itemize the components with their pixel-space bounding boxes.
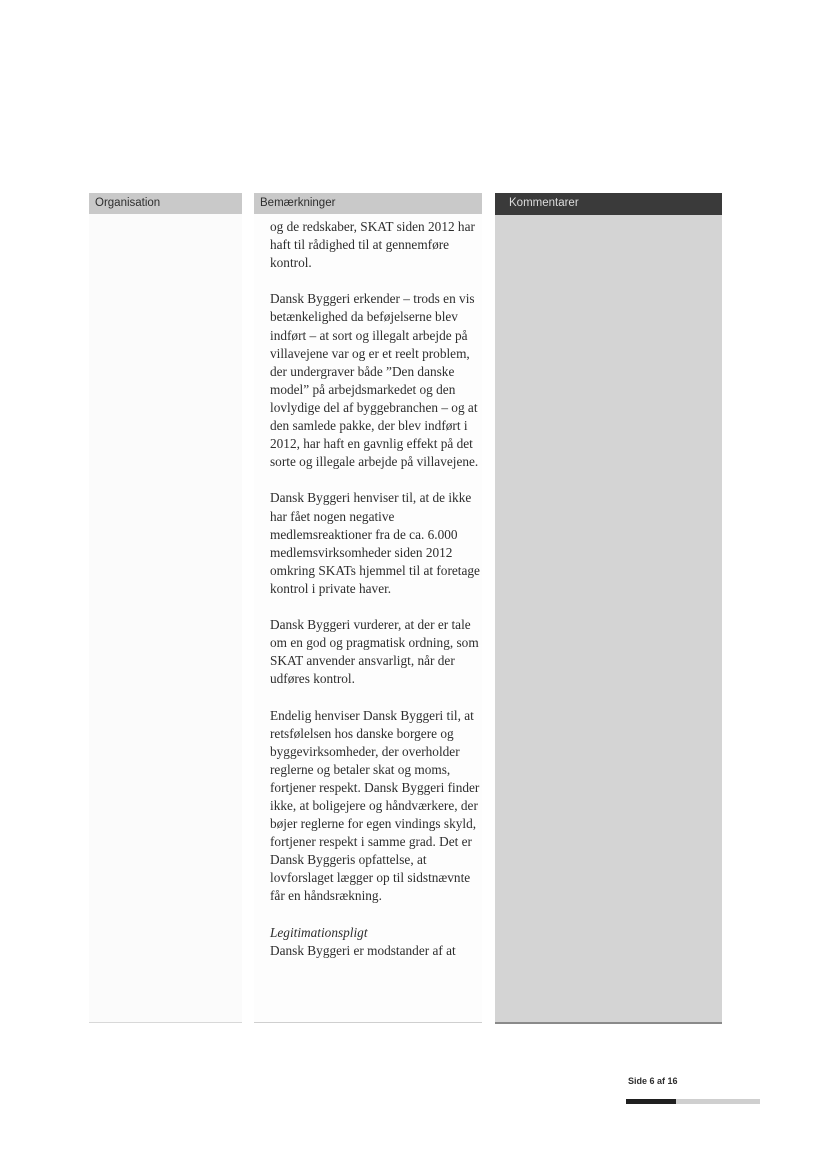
paragraph: Dansk Byggeri henviser til, at de ikke har fået nogen negative medlemsreaktioner fra de ca. 6.000 medlemsvirksomheder siden 2012 omkring SKATs hjemmel til at foretage kontrol i private haver. — [270, 490, 480, 596]
column-header-bemaerkninger: Bemærkninger — [254, 193, 482, 214]
bemaerkninger-text — [270, 218, 482, 960]
page-progress-bar — [626, 1099, 760, 1104]
column-header-organisation: Organisation — [89, 193, 242, 214]
page-number: Side 6 af 16 — [628, 1076, 678, 1086]
paragraph: Dansk Byggeri er modstander af at — [270, 942, 456, 958]
paragraph: og de redskaber, SKAT siden 2012 har haft til rådighed til at gennemføre kontrol. — [270, 219, 475, 271]
paragraph: Dansk Byggeri erkender – trods en vis betænkelighed da beføjelserne blev indført – at sort og illegalt arbejde på villavejene var og er et reelt problem, der undergraver både ”Den danske model” på arbejdsmarkedet og den lovlydige del af byggebranchen – og at den samlede pakke, der blev indført i 2012, har haft en gavnlig effekt på det sorte og illegale arbejde på villavejene. — [270, 291, 479, 470]
organisation-column — [89, 214, 242, 1023]
page-progress-fill — [626, 1099, 676, 1104]
column-header-kommentarer: Kommentarer — [495, 193, 722, 215]
paragraph: Endelig henviser Dansk Byggeri til, at retsfølelsen hos danske borgere og byggevirksomheder, der overholder reglerne og betaler skat og moms, fortjener respekt. Dansk Byggeri finder ikke, at boligejere og håndværkere, der bøjer reglerne for egen vindings skyld, fortjener respekt i samme grad. Det er Dansk Byggeris opfattelse, at lovforslaget lægger op til sidstnævnte får en håndsrækning. — [270, 707, 480, 904]
paragraph: Dansk Byggeri vurderer, at der er tale om en god og pragmatisk ordning, som SKAT anvender ansvarligt, når der udføres kontrol. — [270, 617, 479, 687]
kommentarer-column — [495, 215, 722, 1024]
section-heading: Legitimationspligt — [270, 924, 368, 940]
